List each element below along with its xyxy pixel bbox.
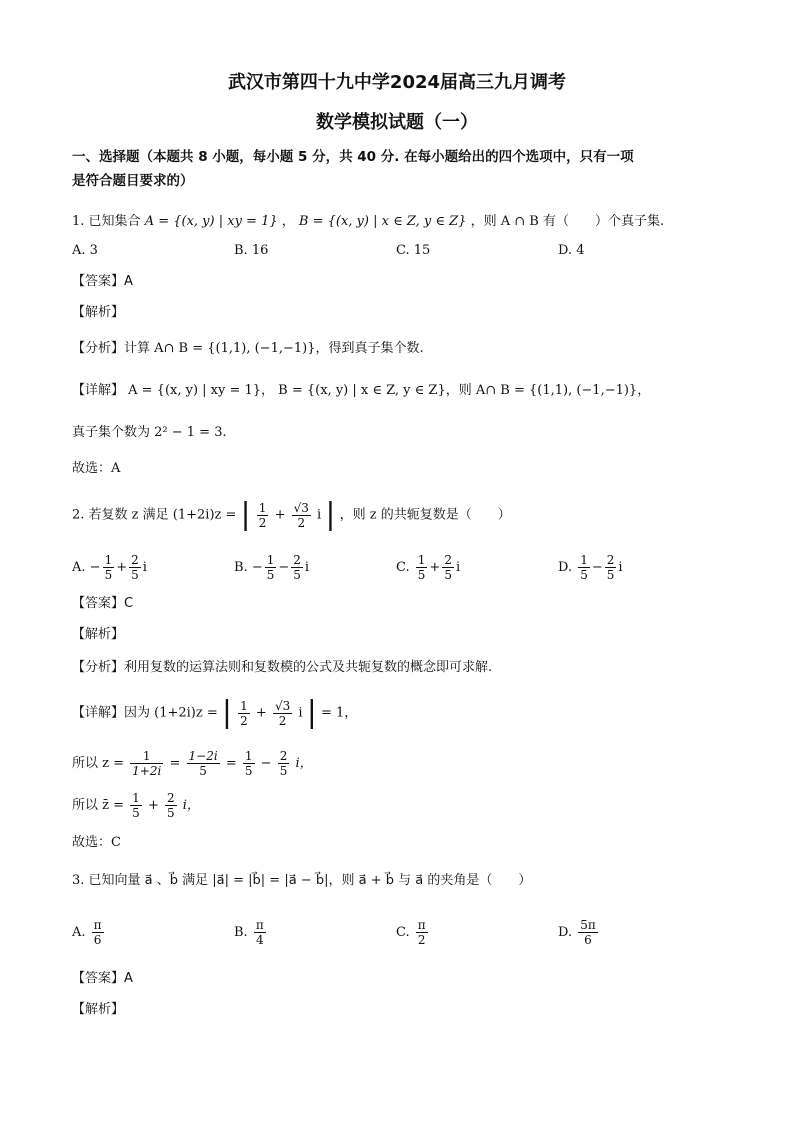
q1-analysis-label: 【解析】 [72, 305, 125, 320]
q1-option-c: C. 15 [396, 243, 431, 258]
q2-abs-right: | [325, 497, 336, 532]
q1-comma: ， [281, 214, 295, 229]
q2-analysis-label: 【解析】 [72, 627, 125, 642]
page-title: 武汉市第四十九中学2024届高三九月调考 [227, 72, 567, 93]
q2-stem [72, 497, 511, 532]
q1-fenxi: 【分析】计算 A∩ B = {(1,1), (−1,−1)}，得到真子集个数. [72, 341, 424, 356]
q3-option-a: A. $\frac{\pi}{6}$ [72, 918, 102, 947]
q2-i: i [317, 507, 322, 523]
q2-frac-half: $\frac{1}{2}$ [258, 500, 267, 530]
q1-choose: 故选：A [72, 461, 121, 476]
section-heading-line1: 一、选择题（本题共 8 小题，每小题 5 分，共 40 分. 在每小题给出的四个选项中，只有一项 [72, 149, 634, 165]
q3-answer: 【答案】A [72, 971, 133, 986]
q3-stem: 3. 已知向量 a⃗ 、b⃗ 满足 |a⃗| = |b⃗| = |a⃗ − b⃗|，则 a⃗ + b⃗ 与 a⃗ 的夹角是（ ） [72, 873, 532, 888]
q3-option-b: B. $\frac{\pi}{4}$ [234, 918, 264, 947]
q1-set-a: A = {(x, y) | xy = 1} [144, 214, 278, 229]
page-subtitle: 数学模拟试题（一） [316, 112, 478, 133]
q1-option-a: A. 3 [72, 243, 98, 258]
q2-suffix: ，则 z 的共轭复数是（ ） [339, 507, 511, 523]
q2-option-a: A. − $\frac{1}{5}$ + $\frac{2}{5}$ i [72, 553, 147, 582]
q2-choose: 故选：C [72, 835, 121, 850]
q1-suffix: ，则 A ∩ B 有（ ）个真子集. [470, 214, 665, 229]
q2-solution-conj: 所以 z̄ = $\frac{1}{5}$ + $\frac{2}{5}$ i， [72, 791, 200, 820]
q3-analysis-label: 【解析】 [72, 1002, 125, 1017]
q1-option-d: D. 4 [558, 243, 585, 258]
q2-frac-sqrt3: $\frac{√3}{2}$ [293, 500, 309, 530]
section-heading-line2: 是符合题目要求的） [72, 173, 194, 189]
q1-xiangjie: 【详解】 A = {(x, y) | xy = 1}， B = {(x, y) | x ∈ Z, y ∈ Z}，则 A∩ B = {(1,1), (−1,−1)}， [72, 383, 651, 398]
q2-fenxi: 【分析】利用复数的运算法则和复数模的公式及共轭复数的概念即可求解. [72, 660, 493, 675]
q3-option-d: D. $\frac{5\pi}{6}$ [558, 918, 596, 947]
q1-option-b: B. 16 [234, 243, 269, 258]
q1-answer: 【答案】A [72, 274, 133, 289]
q2-abs-left: | [240, 497, 251, 532]
q1-count: 真子集个数为 2² − 1 = 3. [72, 425, 227, 440]
q1-prefix: 1. 已知集合 [72, 214, 141, 229]
q2-solution-z: 所以 z = $\frac{1}{1+2i}$ = $\frac{1-2i}{5}$ = $\frac{1}{5}$ − $\frac{2}{5}$ i， [72, 749, 313, 778]
q3-option-c: C. $\frac{\pi}{2}$ [396, 918, 426, 947]
q2-option-d: D. $\frac{1}{5}$ − $\frac{2}{5}$ i [558, 553, 623, 582]
q2-answer: 【答案】C [72, 596, 134, 611]
q2-plus: + [274, 507, 286, 523]
q1-stem [72, 214, 664, 230]
q2-option-b: B. − $\frac{1}{5}$ − $\frac{2}{5}$ i [234, 553, 310, 582]
q2-xiangjie: 【详解】因为 (1+2i)z = | $\frac{1}{2}$ + $\frac{√3}{2}$ i | = 1， [72, 695, 358, 730]
q1-set-b: B = {(x, y) | x ∈ Z, y ∈ Z} [298, 214, 467, 229]
q2-option-c: C. $\frac{1}{5}$ + $\frac{2}{5}$ i [396, 553, 461, 582]
q2-prefix: 2. 若复数 z 满足 (1+2i)z = [72, 507, 237, 523]
